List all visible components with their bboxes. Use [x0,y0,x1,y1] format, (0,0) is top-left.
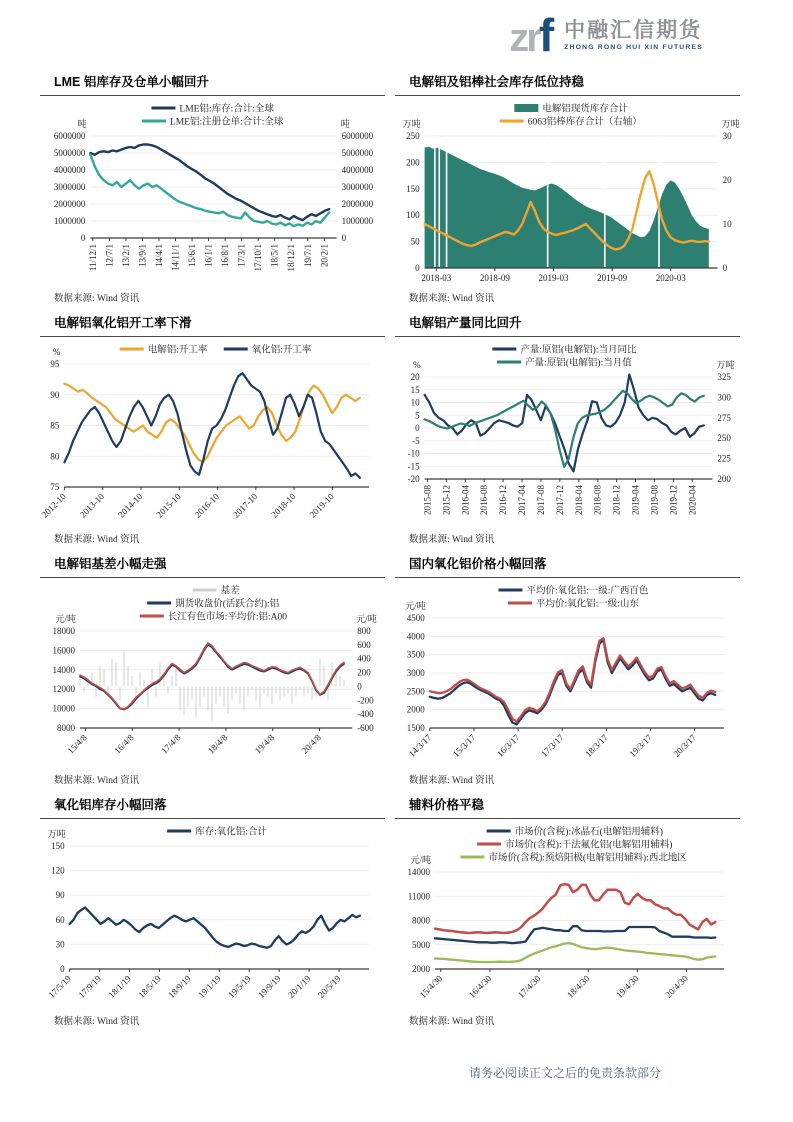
title-divider [40,577,385,578]
svg-text:5: 5 [415,410,420,421]
svg-text:2017-10: 2017-10 [230,491,260,520]
svg-text:电解铝:开工率: 电解铝:开工率 [147,345,208,356]
svg-text:6000000: 6000000 [53,131,86,141]
svg-text:2017-04: 2017-04 [517,485,528,515]
chart-title: 电解铝氧化铝开工率下滑 [54,316,192,330]
data-source-label: 数据来源: Wind 资讯 [409,776,495,786]
svg-text:18/3/17: 18/3/17 [583,732,610,759]
svg-text:2018-09: 2018-09 [479,273,510,283]
svg-text:150: 150 [406,183,420,194]
svg-text:2017-12: 2017-12 [554,485,565,515]
svg-text:14/4/1: 14/4/1 [153,244,164,268]
svg-text:2000000: 2000000 [53,199,86,209]
chart-title: 电解铝基差小幅走强 [54,557,167,571]
svg-text:95: 95 [50,359,60,369]
svg-text:18/1/19: 18/1/19 [106,973,133,1000]
svg-text:17/3/17: 17/3/17 [539,732,566,759]
svg-text:85: 85 [50,420,60,431]
svg-text:20/4/30: 20/4/30 [663,973,690,1000]
svg-text:15/6/1: 15/6/1 [187,244,198,268]
svg-text:10: 10 [722,219,732,229]
lme-aluminum-inventory-chart [40,98,385,290]
svg-text:17/4/30: 17/4/30 [515,973,543,1000]
svg-text:1000000: 1000000 [341,216,374,226]
svg-text:-200: -200 [357,695,374,706]
svg-text:90: 90 [55,890,65,901]
svg-text:长江有色市场:平均价:铝:A00: 长江有色市场:平均价:铝:A00 [167,612,288,623]
svg-text:10: 10 [410,397,420,408]
svg-text:18000: 18000 [52,626,75,636]
svg-text:20/4/8: 20/4/8 [299,732,323,756]
svg-text:产量:原铝(电解铝):当月同比: 产量:原铝(电解铝):当月同比 [520,345,637,356]
svg-text:-10: -10 [407,448,420,459]
svg-text:2019-10: 2019-10 [307,491,336,520]
svg-text:期货收盘价(活跃合约):铝: 期货收盘价(活跃合约):铝 [175,599,280,610]
title-divider [40,95,385,96]
svg-text:2020-03: 2020-03 [655,273,686,283]
svg-text:250: 250 [717,433,731,444]
svg-text:225: 225 [717,453,731,464]
svg-text:30: 30 [55,939,65,950]
alumina-inventory-chart [40,821,385,1013]
svg-text:2019-03: 2019-03 [538,273,569,283]
svg-text:12000: 12000 [52,684,75,695]
svg-text:万吨: 万吨 [721,119,740,129]
disclaimer-footer: 请务必阅读正文之后的免责条款部分 [468,1066,661,1080]
svg-text:平均价:氧化铝:一级:广西百色: 平均价:氧化铝:一级:广西百色 [526,586,649,597]
svg-text:19/3/17: 19/3/17 [627,732,654,759]
svg-text:3000000: 3000000 [53,182,86,192]
svg-text:19/4/30: 19/4/30 [614,973,641,1000]
svg-text:18/4/8: 18/4/8 [205,732,230,756]
title-divider [395,336,740,337]
svg-text:2018-03: 2018-03 [421,273,452,283]
svg-text:15/4/30: 15/4/30 [417,973,445,1000]
chart-title: 国内氧化铝价格小幅回落 [409,557,547,571]
svg-text:2018-08: 2018-08 [592,485,603,515]
logo-zr-text: zr [509,16,539,60]
svg-text:-600: -600 [357,723,374,733]
svg-text:4000000: 4000000 [53,165,86,175]
svg-text:18/4/30: 18/4/30 [565,973,592,1000]
svg-text:2019-09: 2019-09 [597,273,628,283]
svg-text:4000000: 4000000 [341,165,374,175]
company-name-cn: 中融汇信期货 [564,18,703,42]
svg-text:2016-08: 2016-08 [479,485,490,515]
svg-text:2016-10: 2016-10 [192,491,221,520]
svg-text:元/吨: 元/吨 [410,855,431,865]
logo-f-text: f [538,9,555,61]
svg-text:17/5/19: 17/5/19 [46,973,74,1000]
svg-text:2019-12: 2019-12 [668,485,679,515]
title-divider [40,336,385,337]
svg-text:20: 20 [410,372,420,382]
data-source-label: 数据来源: Wind 资讯 [54,776,140,786]
svg-text:15: 15 [410,384,420,395]
svg-text:120: 120 [51,865,65,876]
svg-text:400: 400 [357,653,371,664]
svg-text:-15: -15 [407,461,420,472]
chart-section-social-inventory [395,72,740,304]
svg-text:150: 150 [51,841,65,851]
svg-text:0: 0 [341,233,347,243]
svg-text:2015-10: 2015-10 [154,491,183,520]
svg-text:50: 50 [410,236,420,247]
svg-text:600: 600 [357,639,371,650]
svg-text:14/3/17: 14/3/17 [406,732,434,759]
svg-text:2017-08: 2017-08 [535,485,546,515]
svg-text:20/3/17: 20/3/17 [671,732,698,759]
svg-text:275: 275 [717,412,731,423]
svg-text:800: 800 [357,626,371,636]
svg-text:2018-12: 2018-12 [611,485,622,515]
svg-text:产量:原铝(电解铝):当月值: 产量:原铝(电解铝):当月值 [525,358,632,369]
svg-text:2015-08: 2015-08 [422,485,433,515]
chart-section-basis [40,554,385,786]
svg-text:19/1/19: 19/1/19 [196,973,223,1000]
alumina-price-chart [395,580,740,772]
svg-text:%: % [413,360,421,370]
chart-title: LME 铝库存及仓单小幅回升 [54,75,209,89]
social-inventory-chart [395,98,740,290]
operating-rate-chart [40,339,385,531]
svg-text:1500: 1500 [406,723,425,733]
svg-text:17/10/1: 17/10/1 [253,244,264,272]
svg-text:库存:氧化铝:合计: 库存:氧化铝:合计 [195,827,267,838]
svg-text:16/3/17: 16/3/17 [494,732,522,759]
svg-text:LME铝:库存:合计:全球: LME铝:库存:合计:全球 [179,104,274,115]
svg-text:200: 200 [357,667,371,678]
svg-text:-400: -400 [357,709,374,720]
svg-text:元/吨: 元/吨 [55,614,76,624]
svg-text:万吨: 万吨 [402,119,421,129]
svg-text:4000: 4000 [406,631,425,642]
production-yoy-chart [395,339,740,531]
svg-text:5000: 5000 [412,939,430,950]
svg-text:18/5/1: 18/5/1 [269,244,280,268]
svg-text:LME铝:注册仓单:合计:全球: LME铝:注册仓单:合计:全球 [169,117,284,128]
svg-text:2000: 2000 [412,964,430,974]
svg-text:18/5/19: 18/5/19 [136,973,163,1000]
svg-text:2014-10: 2014-10 [116,491,145,520]
svg-text:300: 300 [717,392,731,403]
title-divider [395,95,740,96]
svg-text:电解铝现货库存合计: 电解铝现货库存合计 [542,104,628,115]
svg-text:17/3/1: 17/3/1 [236,244,247,268]
svg-text:6063铝棒库存合计（右轴）: 6063铝棒库存合计（右轴） [527,117,642,128]
data-source-label: 数据来源: Wind 资讯 [409,294,495,304]
svg-text:1000000: 1000000 [53,216,86,226]
svg-text:6000000: 6000000 [341,131,374,141]
svg-text:2000000: 2000000 [341,199,374,209]
svg-text:80: 80 [50,451,60,462]
svg-text:0: 0 [415,263,420,273]
svg-text:14000: 14000 [52,664,75,675]
data-source-label: 数据来源: Wind 资讯 [54,535,140,545]
svg-text:11/12/1: 11/12/1 [87,244,98,272]
page-header [509,9,703,61]
svg-text:2019-08: 2019-08 [649,485,660,515]
charts-grid [40,72,740,1027]
svg-text:17/4/8: 17/4/8 [159,732,183,756]
basis-chart [40,580,385,772]
svg-text:2012-10: 2012-10 [40,491,68,520]
svg-text:250: 250 [406,131,420,141]
company-logo-text [564,19,703,51]
svg-text:60: 60 [55,914,65,925]
svg-text:200: 200 [406,157,420,168]
svg-text:10000: 10000 [52,703,75,714]
svg-text:0: 0 [80,233,86,243]
company-logo-icon [509,9,555,61]
svg-text:75: 75 [50,482,60,492]
svg-text:市场价(含税):预焙阳极(电解铝用辅料):西北地区: 市场价(含税):预焙阳极(电解铝用辅料):西北地区 [488,853,687,864]
svg-text:11000: 11000 [407,891,430,902]
svg-text:18/9/19: 18/9/19 [166,973,193,1000]
svg-text:-5: -5 [412,435,420,446]
svg-text:2019-04: 2019-04 [630,485,641,515]
data-source-label: 数据来源: Wind 资讯 [54,1017,140,1027]
svg-text:12/7/1: 12/7/1 [104,244,115,268]
svg-text:90: 90 [50,389,60,400]
chart-title: 氧化铝库存小幅回落 [54,798,167,812]
chart-section-operating-rate [40,313,385,545]
svg-text:吨: 吨 [77,119,87,129]
svg-text:16/1/1: 16/1/1 [203,244,214,268]
svg-text:万吨: 万吨 [47,829,66,839]
svg-text:8000: 8000 [57,723,75,733]
svg-text:2020-04: 2020-04 [687,485,698,515]
svg-text:2000: 2000 [406,704,425,715]
svg-text:19/7/1: 19/7/1 [302,244,313,268]
svg-text:16/4/30: 16/4/30 [466,973,494,1000]
chart-section-production [395,313,740,545]
svg-text:5000000: 5000000 [341,148,374,158]
chart-section-alumina-price [395,554,740,786]
svg-text:2500: 2500 [406,686,425,697]
svg-text:19/5/19: 19/5/19 [226,973,253,1000]
svg-text:19/9/19: 19/9/19 [256,973,283,1000]
data-source-label: 数据来源: Wind 资讯 [54,294,140,304]
data-source-label: 数据来源: Wind 资讯 [409,535,495,545]
svg-text:市场价(含税):干法氟化铝(电解铝用辅料): 市场价(含税):干法氟化铝(电解铝用辅料) [505,840,673,851]
svg-text:14/11/1: 14/11/1 [170,244,181,272]
svg-text:0: 0 [60,964,65,974]
svg-text:-20: -20 [407,474,420,484]
svg-text:100: 100 [406,210,420,221]
svg-text:8000: 8000 [412,915,430,926]
chart-title: 辅料价格平稳 [409,798,485,812]
chart-section-alumina-inventory [40,795,385,1027]
svg-text:基差: 基差 [220,586,240,597]
svg-text:20/5/19: 20/5/19 [315,973,343,1000]
svg-text:吨: 吨 [340,119,350,129]
svg-text:0: 0 [357,681,362,692]
svg-text:16/8/1: 16/8/1 [220,244,231,268]
svg-text:2013-10: 2013-10 [77,491,107,520]
svg-text:3000: 3000 [406,668,425,678]
svg-text:0: 0 [722,263,728,273]
title-divider [395,577,740,578]
svg-text:15/3/17: 15/3/17 [450,732,478,759]
chart-title: 电解铝产量同比回升 [409,316,522,330]
svg-text:氧化铝:开工率: 氧化铝:开工率 [251,345,312,356]
svg-text:万吨: 万吨 [716,360,735,370]
svg-text:20/2/1: 20/2/1 [319,244,330,268]
svg-text:2016-12: 2016-12 [498,485,509,515]
svg-text:18/12/1: 18/12/1 [286,244,297,272]
svg-text:3000000: 3000000 [341,182,374,192]
svg-text:200: 200 [717,474,731,484]
svg-text:4500: 4500 [406,613,425,623]
svg-text:2016-04: 2016-04 [460,485,471,515]
svg-text:19/4/8: 19/4/8 [252,732,277,756]
svg-text:325: 325 [717,372,731,382]
svg-text:2018-10: 2018-10 [269,491,298,520]
svg-text:元/吨: 元/吨 [356,614,377,624]
chart-section-lme-inventory [40,72,385,304]
svg-text:17/9/19: 17/9/19 [76,973,103,1000]
svg-text:20: 20 [722,175,732,185]
svg-text:16000: 16000 [52,645,75,656]
data-source-label: 数据来源: Wind 资讯 [409,1017,495,1027]
svg-text:20/1/19: 20/1/19 [286,973,313,1000]
svg-text:0: 0 [415,423,420,433]
title-divider [395,818,740,819]
svg-text:30: 30 [722,131,732,141]
svg-text:市场价(含税):冰晶石(电解铝用辅料): 市场价(含税):冰晶石(电解铝用辅料) [514,827,663,838]
svg-text:16/4/8: 16/4/8 [112,732,136,756]
company-name-en: ZHONG RONG HUI XIN FUTURES [564,44,703,52]
svg-text:13/9/1: 13/9/1 [137,244,148,268]
svg-text:15/4/8: 15/4/8 [65,732,89,756]
svg-text:2015-12: 2015-12 [441,485,452,515]
svg-text:5000000: 5000000 [53,148,86,158]
svg-text:3500: 3500 [406,649,425,660]
svg-text:2018-04: 2018-04 [573,485,584,515]
title-divider [40,818,385,819]
chart-section-auxiliary-price [395,795,740,1027]
auxiliary-material-price-chart [395,821,740,1013]
svg-text:平均价:氧化铝:一级:山东: 平均价:氧化铝:一级:山东 [535,599,639,610]
svg-text:14000: 14000 [407,867,430,877]
svg-text:元/吨: 元/吨 [405,601,426,611]
chart-title: 电解铝及铝棒社会库存低位持稳 [409,75,585,89]
svg-text:13/2/1: 13/2/1 [120,244,131,268]
svg-text:%: % [52,347,61,357]
